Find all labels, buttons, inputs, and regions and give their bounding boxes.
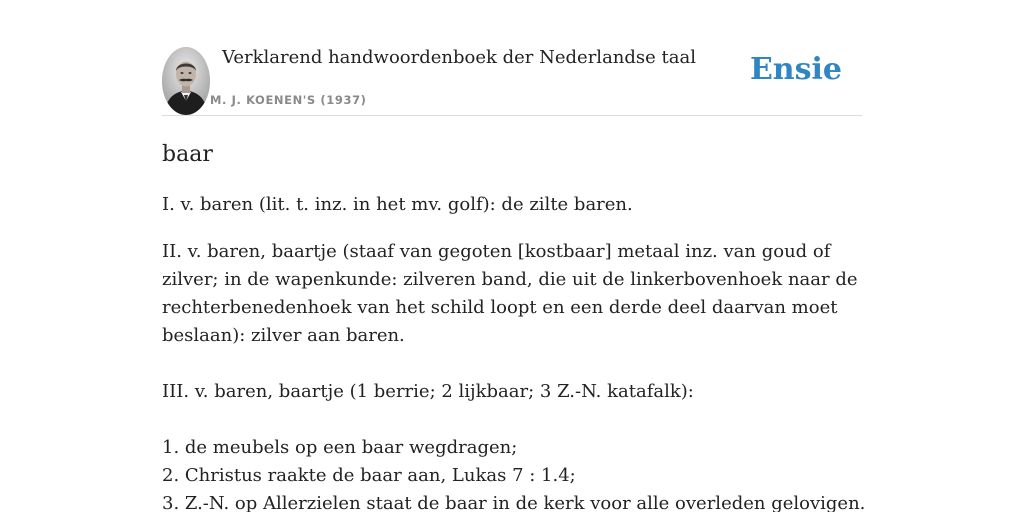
entry-sense: II. v. baren, baartje (staaf van gegoten [kostbaar] metaal inz. van goud of zilver; in de wapenkunde: zilveren band, die uit de linkerbovenhoek naar de rechterbenedenhoek van het schild loopt en een derde deel daarvan moet beslaan): zilver aan baren. <box>162 241 858 346</box>
entry-headword: baar <box>162 142 213 167</box>
book-title: Verklarend handwoordenboek der Nederlandse taal <box>222 47 696 68</box>
example-item: 1. de meubels op een baar wegdragen; <box>162 437 518 458</box>
author-portrait-icon <box>162 47 210 115</box>
example-item: 2. Christus raakte de baar aan, Lukas 7 : 1.4; <box>162 465 576 486</box>
dictionary-entry <box>162 116 866 512</box>
example-item: 3. Z.-N. op Allerzielen staat de baar in de kerk voor alle overleden gelovigen. <box>162 493 866 512</box>
book-author: M. J. KOENEN'S (1937) <box>210 93 367 107</box>
entry-sense: III. v. baren, baartje (1 berrie; 2 lijkbaar; 3 Z.-N. katafalk): <box>162 381 694 402</box>
dictionary-header <box>162 0 862 116</box>
entry-sense: I. v. baren (lit. t. inz. in het mv. golf): de zilte baren. <box>162 194 633 215</box>
site-logo-link[interactable]: Ensie <box>749 52 842 87</box>
example-list <box>162 434 866 512</box>
page <box>162 0 866 512</box>
